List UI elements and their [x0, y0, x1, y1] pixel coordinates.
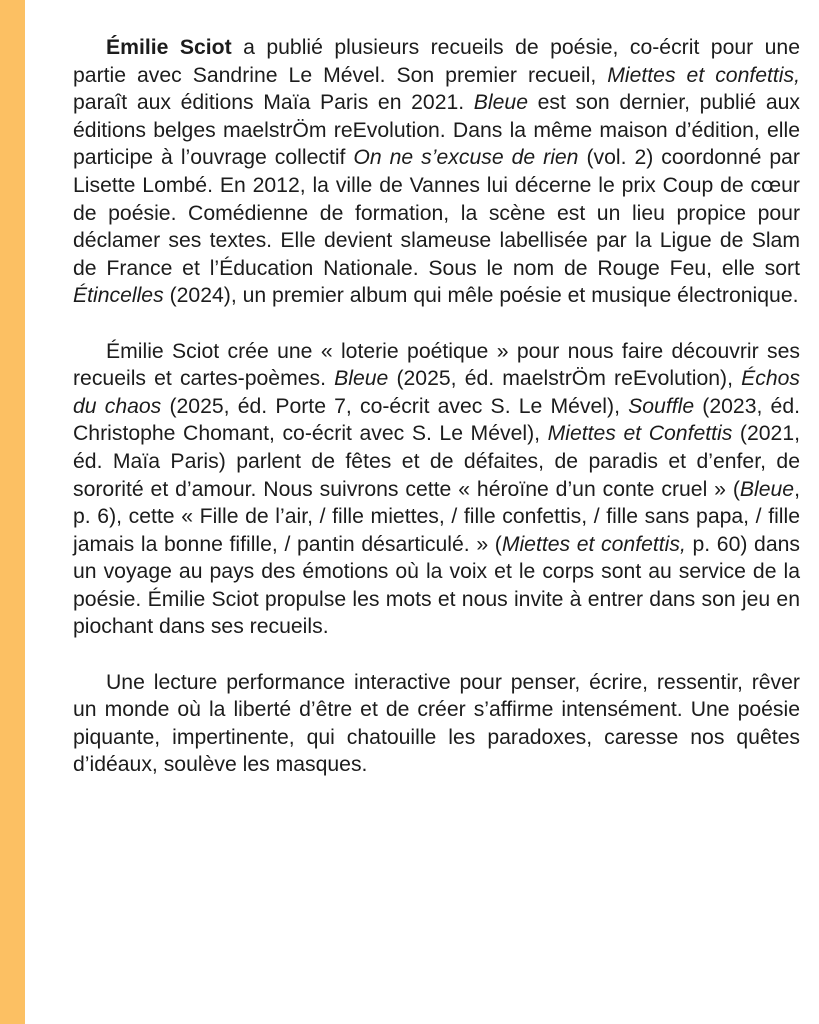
book-title-echos-du-chaos: Échos du chaos — [73, 367, 800, 418]
bio-paragraph — [73, 34, 800, 310]
book-title-bleue: Bleue — [473, 91, 528, 115]
book-title-on-ne-s-excuse: On ne s’excuse de rien — [353, 146, 579, 170]
book-title-miettes: Miettes et Confettis — [547, 422, 733, 446]
book-title-bleue: Bleue — [334, 367, 389, 391]
loterie-text-2: (2025, éd. maelstrÖm reEvolution), — [388, 367, 742, 391]
loterie-text-1: Émilie Sciot crée une « loterie poétique » pour nous faire découvrir ses recueils et cartes-poèmes. — [73, 339, 800, 391]
document-body — [73, 34, 800, 779]
book-title-souffle: Souffle — [628, 394, 695, 418]
book-title-miettes: Miettes et confettis, — [607, 63, 800, 87]
loterie-text-3: (2025, éd. Porte 7, co-écrit avec S. Le Mével), — [161, 394, 629, 418]
book-title-bleue: Bleue — [739, 477, 795, 501]
album-title-etincelles: Étincelles — [73, 284, 164, 308]
bio-text-1: a publié plusieurs recueils de poésie, co-écrit pour une partie avec Sandrine Le Mével. Son premier recueil, — [73, 36, 800, 87]
side-accent-stripe — [0, 0, 25, 1024]
loterie-paragraph — [73, 338, 800, 642]
loterie-text-7: p. 60) dans un voyage au pays des émotions où la voix et le corps sont au service de la poésie. Émilie Sciot propulse les mots et nous invite à entrer dans son jeu en piochant dans ses recueils. — [73, 532, 800, 639]
loterie-text-4: (2023, éd. Christophe Chomant, co-écrit avec S. Le Mével), — [73, 394, 800, 446]
loterie-text-5: (2021, éd. Maïa Paris) parlent de fêtes et de défaites, de paradis et d’enfer, de sororité et d’amour. Nous suivrons cette « héroïne d’un conte cruel » ( — [73, 422, 800, 501]
loterie-text-6: , p. 6), cette « Fille de l’air, / fille miettes, / fille confettis, / fille sans papa, / fille jamais la bonne fifille, / pantin désarticulé. » ( — [73, 477, 800, 556]
bio-text-5: (2024), un premier album qui mêle poésie et musique électronique. — [163, 284, 799, 308]
book-title-miettes: Miettes et confettis, — [501, 532, 686, 556]
lecture-paragraph: Une lecture performance interactive pour penser, écrire, ressentir, rêver un monde où la liberté d’être et de créer s’affirme intensément. Une poésie piquante, impertinente, qui chatouille les paradoxes, caresse nos quêtes d’idéaux, soulève les masques. — [73, 670, 800, 777]
author-name: Émilie Sciot — [106, 36, 232, 59]
bio-text-2: paraît aux éditions Maïa Paris en 2021. — [73, 91, 474, 115]
bio-text-3: est son dernier, publié aux éditions belges maelstrÖm reEvolution. Dans la même maison d’édition, elle participe à l’ouvrage collectif — [73, 91, 800, 170]
bio-text-4: (vol. 2) coordonné par Lisette Lombé. En 2012, la ville de Vannes lui décerne le prix Coup de cœur de poésie. Comédienne de formation, la scène est un lieu propice pour déclamer ses textes. Elle devient slameuse labellisée par la Ligue de Slam de France et l’Éducation Nationale. Sous le nom de Rouge Feu, elle sort — [73, 146, 800, 280]
